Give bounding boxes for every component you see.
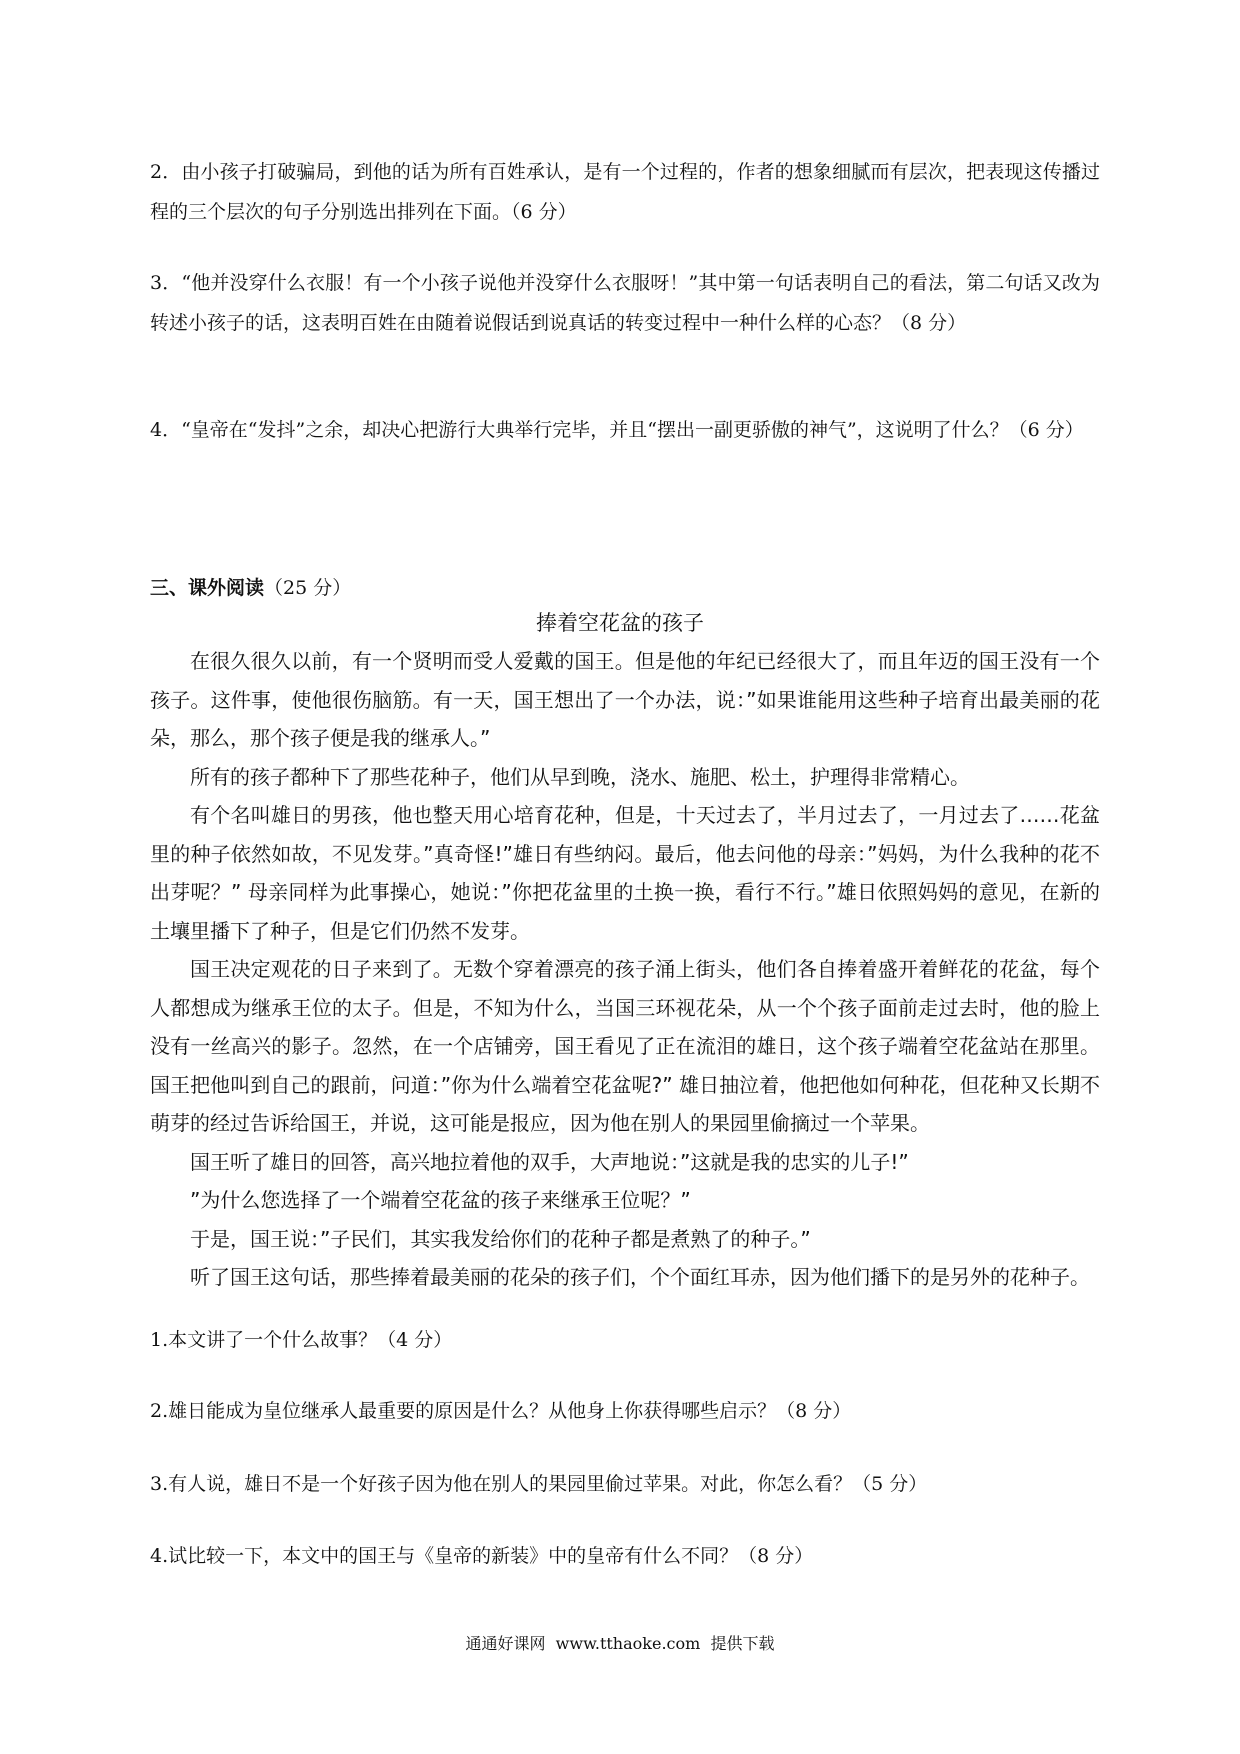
sub-question-4: 4.试比较一下，本文中的国王与《皇帝的新装》中的皇帝有什么不同？（8 分） <box>150 1545 814 1567</box>
passage-paragraph-2: 所有的孩子都种下了那些花种子，他们从早到晚，浇水、施肥、松土，护理得非常精心。 <box>190 764 970 789</box>
page-footer: 通通好课网 www.tthaoke.com 提供下载 <box>465 1634 775 1653</box>
passage-paragraph-7: 于是，国王说：”子民们，其实我发给你们的花种子都是煮熟了的种子。” <box>190 1226 811 1251</box>
passage-paragraph-3: 有个名叫雄日的男孩，他也整天用心培育花种，但是，十天过去了，半月过去了，一月过去了……花盆里的种子依然如故，不见发芽。”真奇怪!”雄日有些纳闷。最后，他去问他的母亲：”妈妈，为什么我种的花不出芽呢？” 母亲同样为此事操心，她说：”你把花盆里的土换一换，看行不行。”雄日依照妈妈的意见，在新的土壤里播下了种子，但是它们仍然不发芽。 <box>150 803 1100 943</box>
question-4: 4．“皇帝在“发抖”之余，却决心把游行大典举行完毕，并且“摆出一副更骄傲的神气”，这说明了什么？（6 分） <box>150 419 1084 441</box>
question-2: 2．由小孩子打破骗局，到他的话为所有百姓承认，是有一个过程的，作者的想象细腻而有层次，把表现这传播过程的三个层次的句子分别选出排列在下面。（6 分） <box>150 161 1100 223</box>
passage-paragraph-4: 国王决定观花的日子来到了。无数个穿着漂亮的孩子涌上街头，他们各自捧着盛开着鲜花的花盆，每个人都想成为继承王位的太子。但是，不知为什么，当国三环视花朵，从一个个孩子面前走过去时，他的脸上没有一丝高兴的影子。忽然，在一个店铺旁，国王看见了正在流泪的雄日，这个孩子端着空花盆站在那里。国王把他叫到自己的跟前，问道：”你为什么端着空花盆呢?” 雄日抽泣着，他把他如何种花，但花种又长期不萌芽的经过告诉给国王，并说，这可能是报应，因为他在别人的果园里偷摘过一个苹果。 <box>150 957 1100 1135</box>
sub-question-2: 2.雄日能成为皇位继承人最重要的原因是什么？从他身上你获得哪些启示？（8 分） <box>150 1400 852 1422</box>
section-heading <box>150 568 351 608</box>
question-3: 3．“他并没穿什么衣服！有一个小孩子说他并没穿什么衣服呀！”其中第一句话表明自己的看法，第二句话又改为转述小孩子的话，这表明百姓在由随着说假话到说真话的转变过程中一种什么样的心态？（8 分） <box>150 272 1100 334</box>
passage-title: 捧着空花盆的孩子 <box>536 611 704 635</box>
passage-paragraph-1: 在很久很久以前，有一个贤明而受人爱戴的国王。但是他的年纪已经很大了，而且年迈的国王没有一个孩子。这件事，使他很伤脑筋。有一天，国王想出了一个办法，说：”如果谁能用这些种子培育出最美丽的花朵，那么，那个孩子便是我的继承人。” <box>150 649 1100 750</box>
passage-paragraph-5: 国王听了雄日的回答，高兴地拉着他的双手，大声地说：”这就是我的忠实的儿子!” <box>190 1149 909 1174</box>
passage-body <box>150 642 1100 1297</box>
section-score: （25 分） <box>264 577 352 599</box>
section-title: 三、课外阅读 <box>150 577 265 599</box>
sub-question-1: 1.本文讲了一个什么故事？（4 分） <box>150 1329 453 1351</box>
sub-question-3: 3.有人说，雄日不是一个好孩子因为他在别人的果园里偷过苹果。对此，你怎么看？（5 分） <box>150 1473 928 1495</box>
passage-paragraph-6: ”为什么您选择了一个端着空花盆的孩子来继承王位呢？” <box>190 1188 691 1212</box>
passage-paragraph-8: 听了国王这句话，那些捧着最美丽的花朵的孩子们，个个面红耳赤，因为他们播下的是另外的花种子。 <box>190 1265 1090 1289</box>
